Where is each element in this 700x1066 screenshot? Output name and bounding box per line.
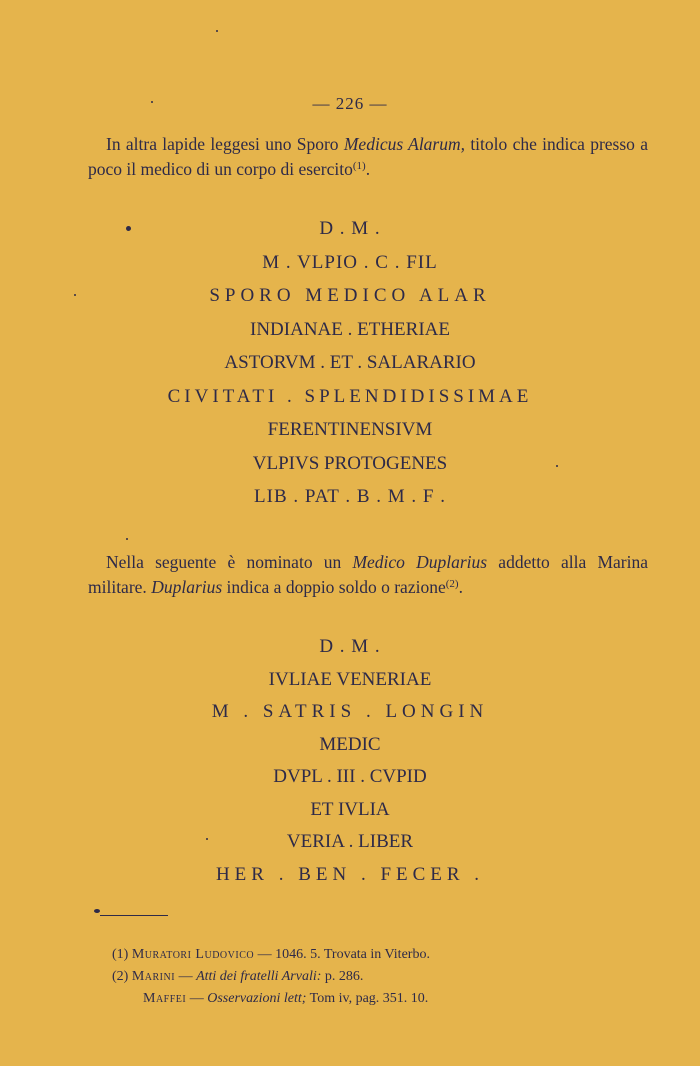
inscription-2-line: IVLIAE VENERIAE <box>268 668 432 690</box>
paragraph-1 <box>88 132 648 182</box>
scan-speck <box>94 909 100 913</box>
footnotes <box>112 944 672 1010</box>
paragraph-1-text-b: titolo che indica presso a poco il medico di un corpo di esercito <box>88 134 648 179</box>
scan-speck <box>556 465 558 467</box>
footnote-2-author: Marini <box>131 969 176 984</box>
page-number: — 226 — <box>312 94 388 113</box>
inscription-2-line: VERIA . LIBER <box>286 831 414 852</box>
scan-speck <box>216 30 218 32</box>
inscription-1-line: SPORO MEDICO ALAR <box>209 285 491 306</box>
footnote-1-text: — 1046. 5. Trovata in Viterbo. <box>254 947 430 962</box>
footnote-2-text: p. 286. <box>321 969 364 984</box>
scan-speck <box>126 538 128 540</box>
paragraph-2-text-a: Nella seguente è nominato un <box>106 552 353 572</box>
paragraph-2-italic-2: Duplarius <box>151 577 223 597</box>
inscription-1-line: VLPIVS PROTOGENES <box>252 452 448 474</box>
paragraph-1-italic: Medicus Alarum, <box>343 134 466 154</box>
paragraph-1-end: . <box>365 159 371 179</box>
inscription-1-line: M . VLPIO . C . FIL <box>262 251 438 273</box>
footnote-3 <box>112 988 672 1010</box>
paragraph-2-end: . <box>458 577 463 597</box>
paragraph-1-text-a: In altra lapide leggesi uno Sporo <box>106 134 344 154</box>
paragraph-2-text-c: indica a doppio soldo o razione <box>222 577 446 597</box>
footnote-1-number: (1) <box>112 947 129 962</box>
footnote-3-text: Tom iv, pag. 351. 10. <box>306 991 429 1006</box>
footnote-2-number: (2) <box>112 969 129 984</box>
inscription-2-line: HER . BEN . FECER . <box>215 863 485 885</box>
scan-speck <box>126 226 131 231</box>
inscription-2-line: DVPL . III . CVPID <box>273 766 427 787</box>
inscription-1-line: CIVITATI . SPLENDIDISSIMAE <box>167 385 533 407</box>
paragraph-2-text-b: addetto alla Marina militare. <box>88 552 648 597</box>
footnote-3-author: Maffei <box>143 991 187 1006</box>
inscription-1-line: LIB . PAT . B . M . F . <box>254 486 446 507</box>
footnote-separator <box>100 915 168 916</box>
inscription-1-line: ASTORVM . ET . SALARARIO <box>224 352 476 373</box>
footnote-3-title: Osservazioni lett; <box>207 991 307 1006</box>
inscription-2-line: MEDIC <box>319 733 381 755</box>
footnote-1-author: Muratori Ludovico <box>131 947 255 962</box>
footnote-ref-2: (2) <box>445 578 459 590</box>
scan-speck <box>74 294 76 296</box>
inscription-1-line: INDIANAE . ETHERIAE <box>250 318 450 340</box>
paragraph-2-italic-1: Medico Duplarius <box>352 552 488 572</box>
inscription-2-line: ET IVLIA <box>310 798 390 820</box>
inscription-1 <box>0 212 700 514</box>
scan-speck <box>151 101 153 103</box>
inscription-1-line: FERENTINENSIVM <box>267 419 433 440</box>
inscription-2-line: D . M . <box>319 636 381 657</box>
inscription-2 <box>0 631 700 891</box>
inscription-2-line: M . SATRIS . LONGIN <box>211 701 489 722</box>
footnote-2 <box>112 966 672 988</box>
footnote-2-title: Atti dei fratelli Arvali: <box>196 969 322 984</box>
paragraph-2 <box>88 550 648 600</box>
footnote-2-dash: — <box>175 969 197 984</box>
footnote-ref-1: (1) <box>352 160 366 172</box>
footnote-1 <box>112 944 672 966</box>
scan-speck <box>206 838 208 840</box>
inscription-1-line: D . M . <box>319 218 381 239</box>
footnote-3-dash: — <box>186 991 208 1006</box>
